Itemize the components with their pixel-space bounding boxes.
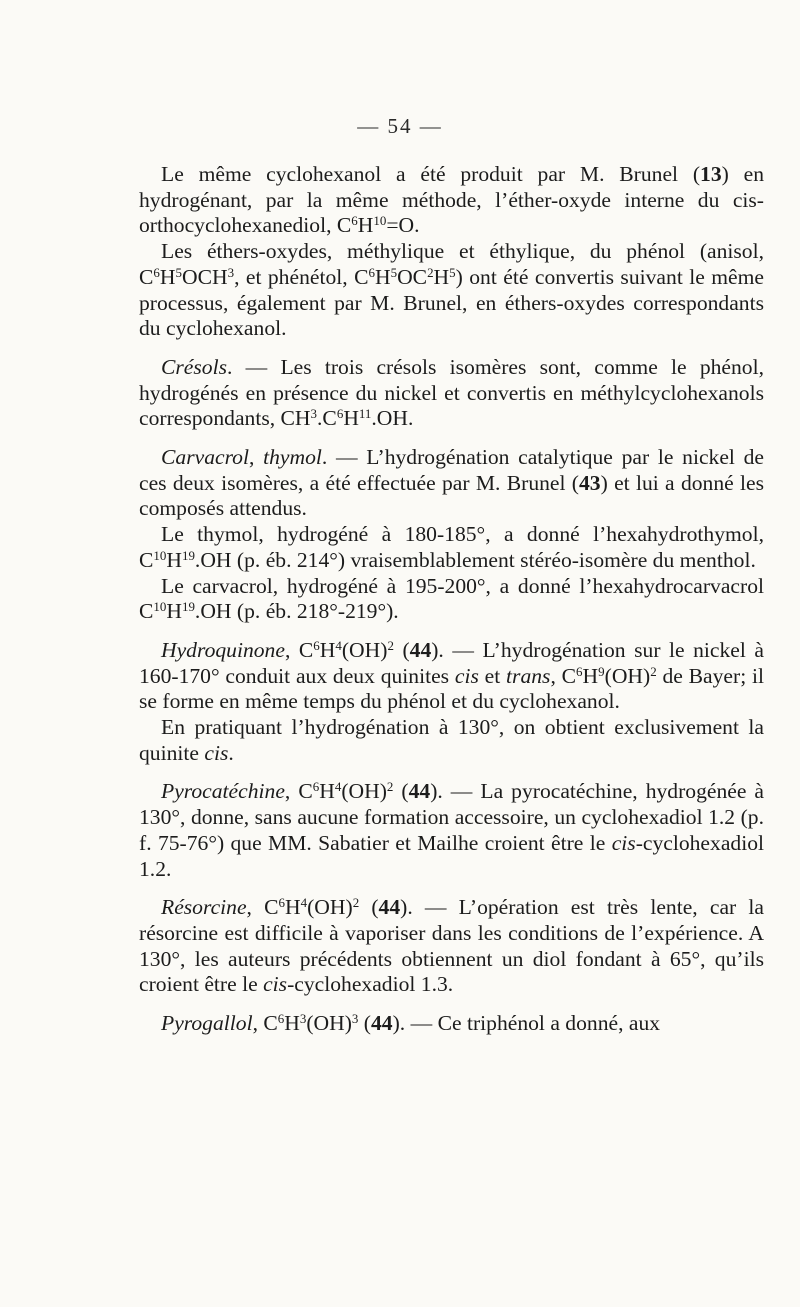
text-run: ) et lui a donné les composés attendus. (139, 470, 765, 521)
italic-term: trans (506, 663, 551, 688)
text-run: .OH (p. éb. 214°) vraisemblablement stéréo-isomère du menthol. (194, 547, 756, 572)
text-run: =O. (386, 213, 420, 238)
formula-superscript: 6 (153, 264, 160, 280)
text-run: .OH. (371, 406, 414, 431)
text-run: (OH) (341, 779, 387, 804)
text-run: H (357, 213, 374, 238)
text-run: H (319, 779, 335, 804)
text-run: , (248, 445, 264, 470)
text-run: . (228, 740, 234, 765)
formula-superscript: 19 (181, 547, 195, 563)
page-number: — 54 — (357, 114, 443, 138)
formula-superscript: 9 (598, 663, 605, 679)
text-run: ( (358, 1011, 371, 1036)
formula-superscript: 3 (227, 264, 235, 280)
formula-superscript: 3 (299, 1010, 307, 1026)
reference-number: 44 (409, 637, 432, 662)
formula-superscript: 6 (351, 213, 358, 229)
formula-superscript: 6 (278, 895, 286, 911)
italic-term: Pyrocatéchine (161, 779, 285, 804)
text-run: (OH) (307, 895, 353, 920)
body-text (139, 162, 764, 1037)
text-run: et (478, 663, 507, 688)
italic-term: cis (454, 663, 479, 688)
text-run: ( (393, 637, 410, 662)
text-run: -cyclohexadiol 1.3. (287, 972, 454, 997)
formula-superscript: 5 (390, 264, 398, 280)
formula-superscript: 4 (334, 779, 342, 795)
text-run: ). — Ce triphénol a donné, aux (392, 1011, 661, 1036)
formula-superscript: 6 (368, 264, 375, 280)
text-run: ( (359, 895, 379, 920)
text-run: Le même cyclohexanol a été produit par M. Brunel ( (161, 162, 701, 186)
text-run: , C (550, 663, 577, 688)
paragraph-p7 (139, 638, 764, 715)
italic-term: Pyrogallol (161, 1011, 253, 1036)
text-run: Le carvacrol, hydrogéné à 195-200°, a donné l’hexahydrocarvacrol C (139, 573, 764, 624)
paragraph-p3 (139, 355, 764, 432)
formula-superscript: 6 (336, 406, 344, 422)
text-run: Les éthers-oxydes, méthylique et éthylique, du phénol (anisol, C (139, 239, 764, 289)
italic-term: Résorcine (161, 895, 247, 920)
text-run: H (343, 406, 359, 431)
text-run: H (319, 637, 336, 662)
text-run: , C (246, 895, 279, 920)
text-run: ( (393, 779, 409, 804)
reference-number: 43 (579, 470, 601, 495)
paragraph-p6 (139, 574, 764, 625)
paragraph-p2 (139, 239, 764, 342)
paragraph-p9 (139, 779, 764, 882)
formula-superscript: 4 (335, 637, 342, 653)
italic-term: cis (611, 830, 636, 855)
formula-superscript: 2 (427, 264, 434, 280)
paragraph-p11 (139, 1011, 764, 1037)
formula-superscript: 3 (351, 1010, 359, 1026)
paragraph-p8 (139, 715, 764, 766)
italic-term: Hydroquinone (161, 637, 285, 662)
text-run: H (433, 264, 450, 289)
reference-number: 44 (378, 895, 401, 920)
formula-superscript: 10 (153, 599, 167, 615)
text-run: H (374, 264, 391, 289)
text-run: . — L’hydrogénation catalytique par le nickel de ces deux isomères, a été effectuée par M. Brunel ( (139, 445, 765, 495)
text-run: ). — L’opération est très lente, car la résorcine est difficile à vaporiser dans les conditions de l’expérience. A 130°, les auteurs précédents obtiennent un diol fondant à 65°, qu’ils croient être le (139, 895, 764, 997)
formula-superscript: 2 (387, 637, 394, 653)
text-run: H (284, 1011, 300, 1036)
formula-superscript: 6 (312, 779, 320, 795)
text-run: (OH) (306, 1011, 352, 1036)
text-run: (OH) (341, 637, 388, 662)
formula-superscript: 5 (449, 264, 456, 280)
text-run: OCH (181, 264, 228, 289)
text-run: . — Les trois crésols isomères sont, comme le phénol, hydrogénés en présence du nickel et convertis en méthylcyclohexanols correspondants, CH (139, 354, 764, 431)
text-run: de Bayer; il se forme en même temps du phénol et du cyclohexanol. (139, 663, 764, 714)
text-run: En pratiquant l’hydrogénation à 130°, on obtient exclusivement la quinite (139, 715, 764, 765)
text-run: -cyclohexadiol 1.2. (139, 830, 764, 881)
text-run: .C (317, 406, 337, 431)
paragraph-p10 (139, 895, 764, 998)
formula-superscript: 2 (650, 663, 657, 679)
text-run: .OH (p. éb. 218°-219°). (194, 599, 399, 624)
formula-superscript: 6 (313, 637, 320, 653)
italic-term: cis (204, 740, 229, 765)
text-run: , C (252, 1011, 278, 1036)
reference-number: 44 (371, 1011, 393, 1036)
text-run: ) ont été convertis suivant le même processus, également par M. Brunel, en éthers-oxydes correspondants du cyclohexanol. (139, 264, 765, 341)
formula-superscript: 6 (576, 663, 583, 679)
reference-number: 44 (408, 779, 431, 804)
formula-superscript: 2 (352, 895, 360, 911)
text-run: H (159, 264, 176, 289)
formula-superscript: 10 (373, 213, 387, 229)
text-run: , C (284, 637, 314, 662)
formula-superscript: 4 (300, 895, 308, 911)
italic-term: Crésols (161, 354, 227, 379)
text-run: H (166, 599, 182, 624)
text-run: ). — La pyrocatéchine, hydrogénée à 130°, donne, sans aucune formation accessoire, un cyclohexadiol 1.2 (p. f. 75-76°) que MM. Sabatier et Mailhe croient être le (139, 779, 765, 855)
text-run: , C (284, 779, 313, 804)
formula-superscript: 5 (175, 264, 182, 280)
paragraph-p5 (139, 522, 764, 573)
formula-superscript: 19 (181, 599, 195, 615)
text-run: H (582, 663, 599, 688)
text-run: , et phénétol, C (234, 264, 369, 289)
formula-superscript: 2 (386, 779, 394, 795)
text-run: Le thymol, hydrogéné à 180-185°, a donné l’hexahydrothymol, C (139, 522, 764, 572)
text-run: OC (397, 264, 428, 289)
italic-term: cis (263, 972, 288, 997)
paragraph-p1 (139, 162, 764, 239)
text-run: (OH) (604, 663, 651, 688)
text-run: H (285, 895, 301, 920)
italic-term: Carvacrol (161, 445, 249, 470)
text-run: ) en hydrogénant, par la même méthode, l’éther-oxyde interne du cis-orthocyclohexanediol, C (139, 162, 764, 238)
text-run: ). — L’hydrogénation sur le nickel à 160-170° conduit aux deux quinites (139, 637, 764, 688)
formula-superscript: 10 (153, 547, 167, 563)
formula-superscript: 11 (358, 406, 372, 422)
italic-term: thymol (263, 445, 322, 470)
paragraph-p4 (139, 445, 764, 522)
formula-superscript: 3 (310, 406, 318, 422)
reference-number: 13 (700, 162, 722, 186)
text-run: H (166, 547, 182, 572)
formula-superscript: 6 (277, 1010, 285, 1026)
